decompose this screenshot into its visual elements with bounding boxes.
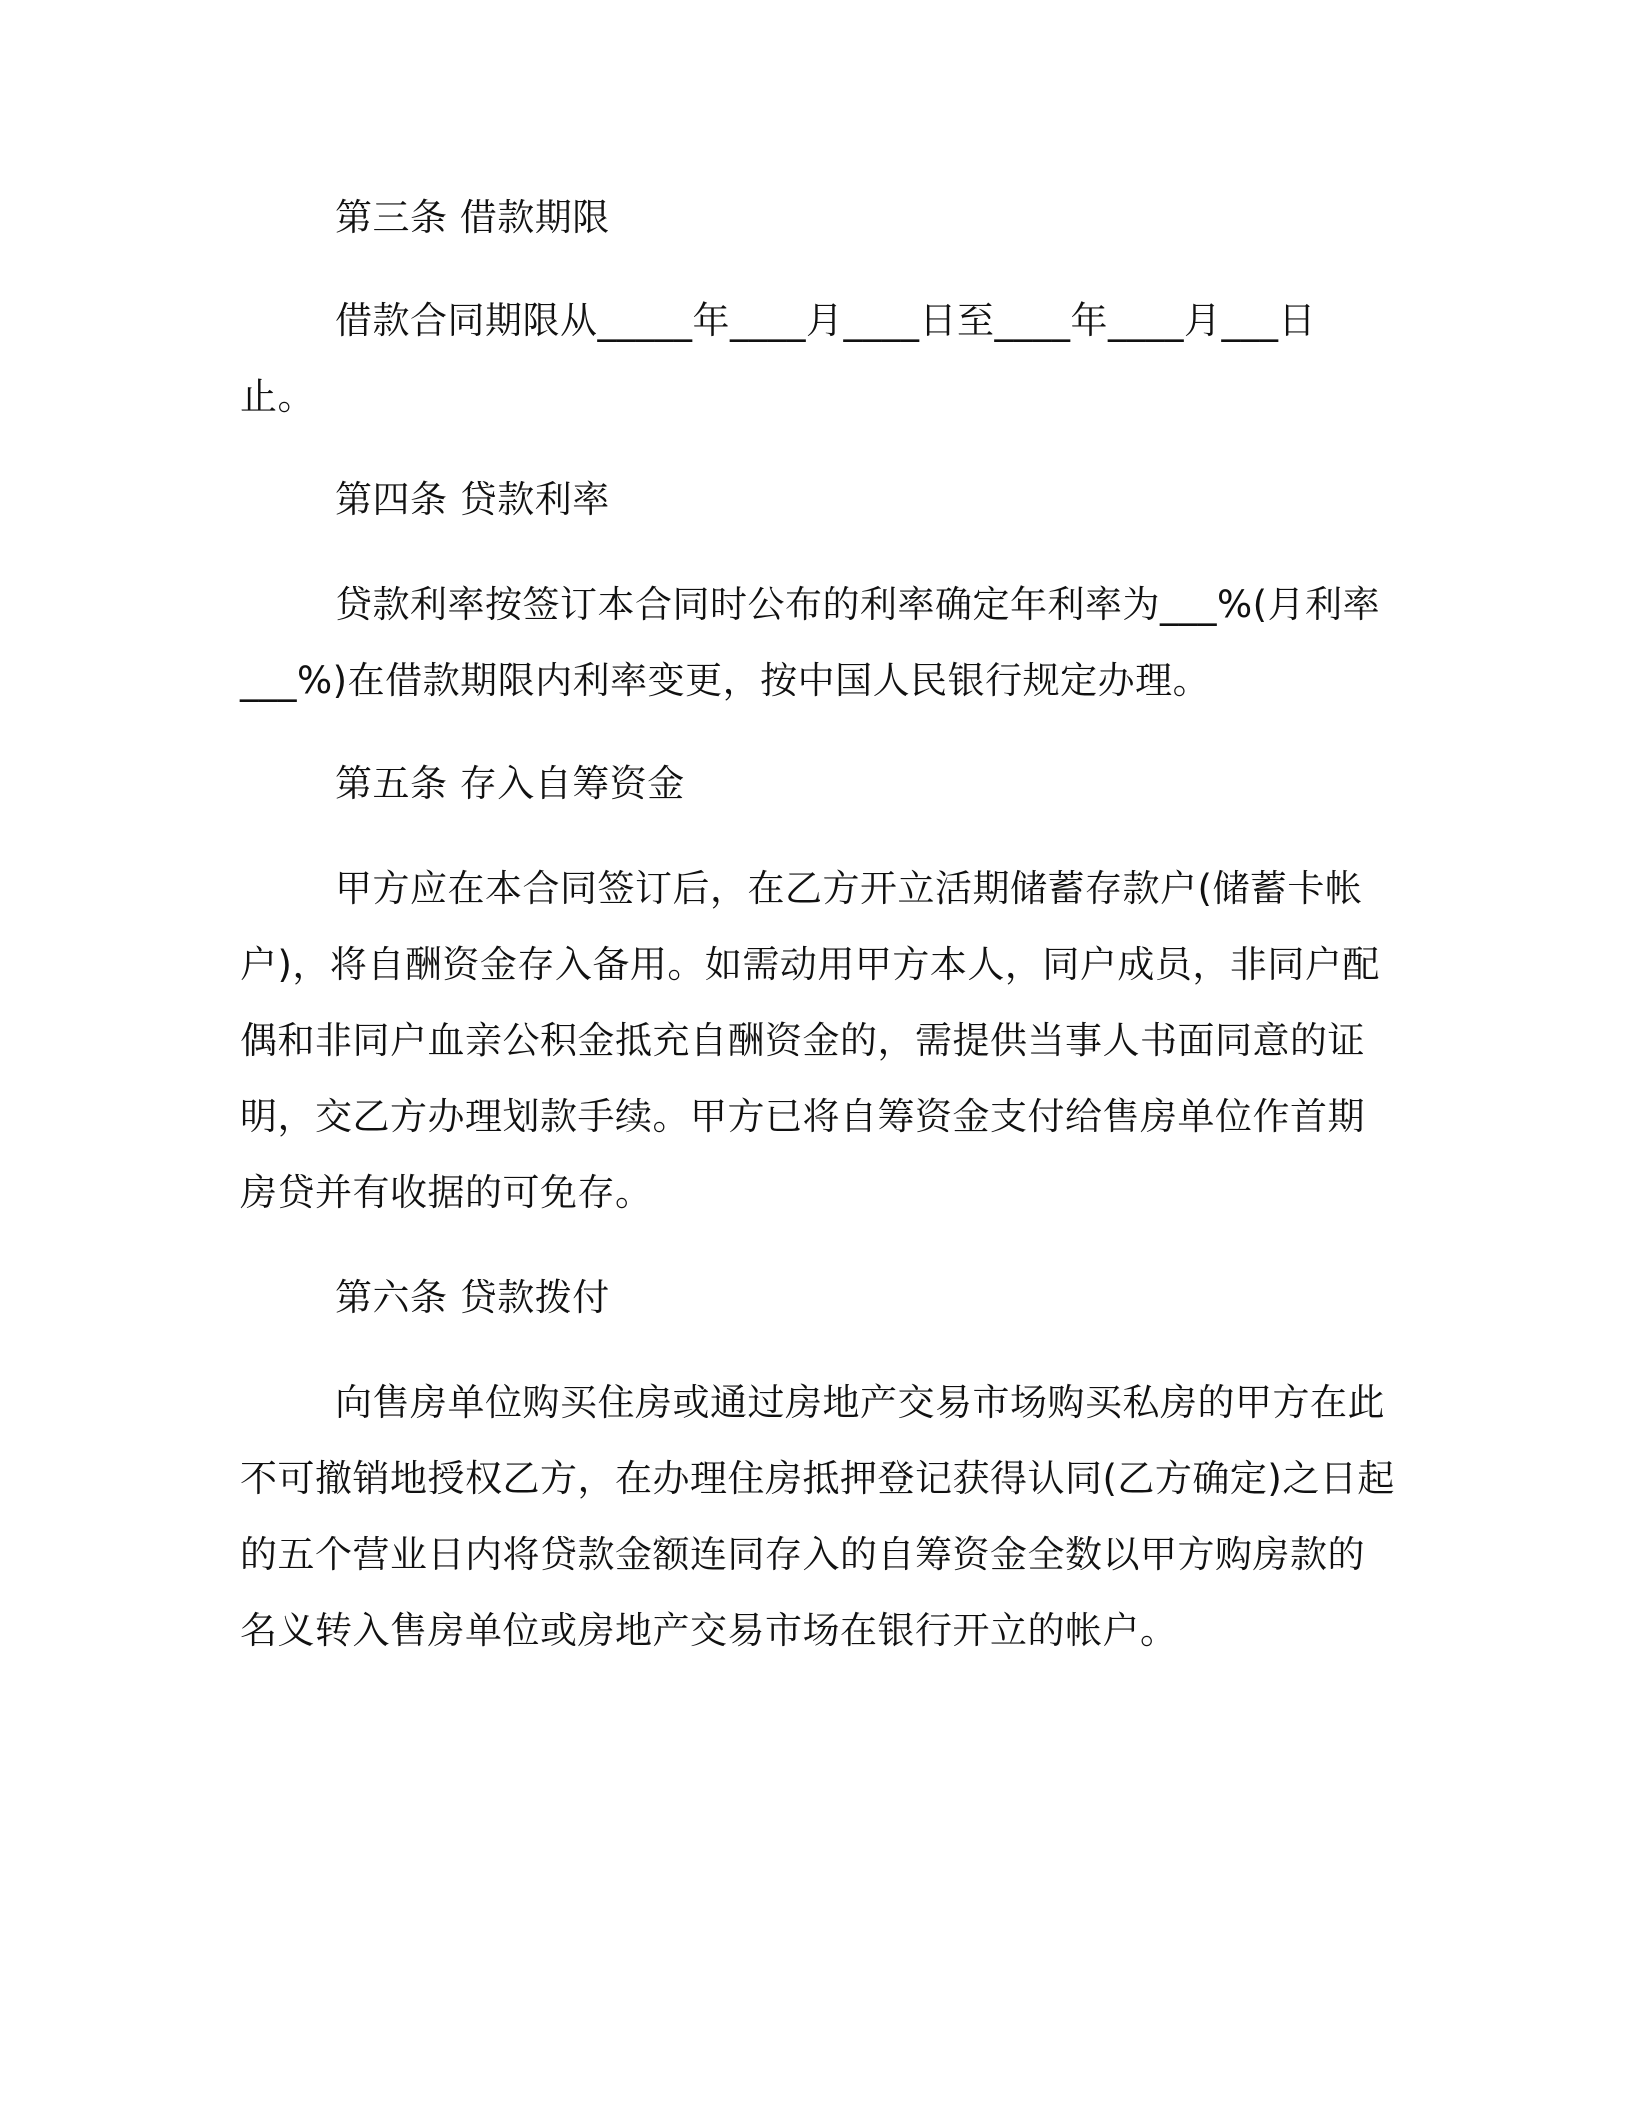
article-6-line-2: 不可撤销地授权乙方，在办理住房抵押登记获得认同(乙方确定)之日起 bbox=[240, 1457, 1395, 1500]
article-4-heading: 第四条 贷款利率 bbox=[335, 478, 610, 521]
article-3-line-2: 止。 bbox=[240, 375, 315, 418]
article-5-line-5: 房贷并有收据的可免存。 bbox=[240, 1171, 653, 1214]
article-3-body bbox=[240, 283, 1380, 435]
article-3-heading: 第三条 借款期限 bbox=[335, 196, 610, 239]
article-4-body bbox=[240, 567, 1380, 719]
article-5-heading: 第五条 存入自筹资金 bbox=[335, 762, 685, 805]
article-5-line-2: 户)，将自酬资金存入备用。如需动用甲方本人，同户成员，非同户配 bbox=[240, 943, 1380, 986]
article-6-line-3: 的五个营业日内将贷款金额连同存入的自筹资金全数以甲方购房款的 bbox=[240, 1533, 1365, 1576]
article-5-line-1: 甲方应在本合同签订后，在乙方开立活期储蓄存款户(储蓄卡帐 bbox=[335, 867, 1363, 910]
article-4-line-1: 贷款利率按签订本合同时公布的利率确定年利率为___%(月利率 bbox=[335, 583, 1381, 626]
article-3-line-1: 借款合同期限从_____年____月____日至____年____月___日 bbox=[335, 299, 1316, 342]
article-6-line-1: 向售房单位购买住房或通过房地产交易市场购买私房的甲方在此 bbox=[335, 1381, 1385, 1424]
article-6-heading: 第六条 贷款拨付 bbox=[335, 1276, 610, 1319]
article-5-line-4: 明，交乙方办理划款手续。甲方已将自筹资金支付给售房单位作首期 bbox=[240, 1095, 1365, 1138]
article-6-body bbox=[240, 1365, 1395, 1669]
article-5-body bbox=[240, 851, 1380, 1231]
article-4-line-2: ___%)在借款期限内利率变更，按中国人民银行规定办理。 bbox=[240, 659, 1211, 702]
article-6-line-4: 名义转入售房单位或房地产交易市场在银行开立的帐户。 bbox=[240, 1609, 1178, 1652]
article-5-line-3: 偶和非同户血亲公积金抵充自酬资金的，需提供当事人书面同意的证 bbox=[240, 1019, 1365, 1062]
